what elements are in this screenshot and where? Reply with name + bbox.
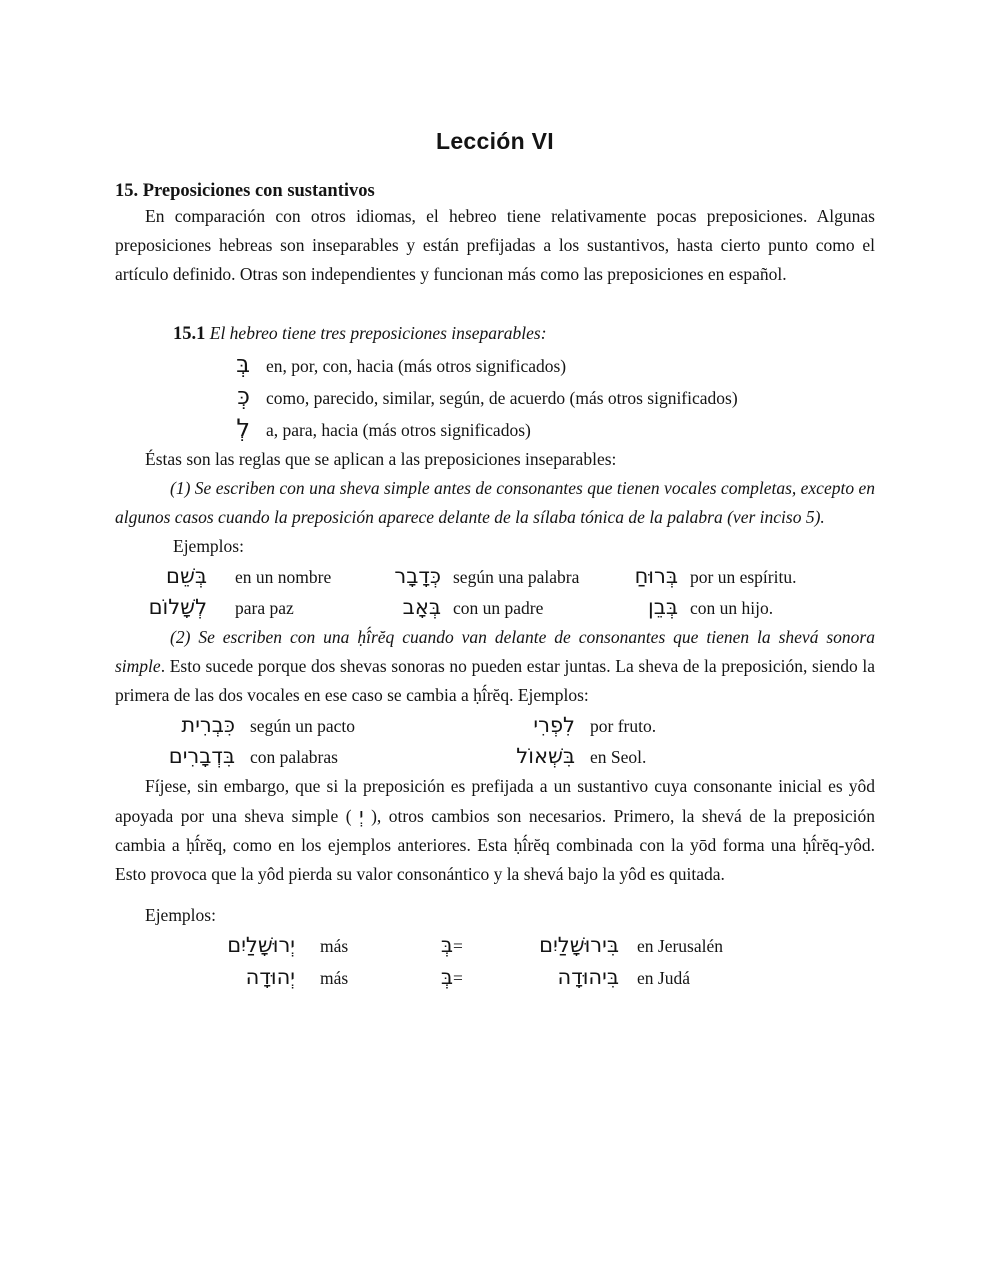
gloss: según un pacto xyxy=(250,716,355,736)
section-heading: 15. Preposiciones con sustantivos xyxy=(115,181,375,201)
intro-paragraph: En comparación con otros idiomas, el hebreo tiene relativamente pocas preposiciones. Algunas preposiciones hebreas son inseparables y están prefijadas a los sustantivos, hasta cierto punto como el artículo definido. Otras son independientes y funcionan más como las preposiciones en español. xyxy=(115,206,875,284)
equals-sign: = xyxy=(453,936,463,956)
gloss: para paz xyxy=(235,598,294,618)
table-row xyxy=(115,561,875,592)
page-title: Lección VI xyxy=(435,128,555,154)
gloss: en Judá xyxy=(637,968,690,988)
hebrew-word: כִּבְרִית xyxy=(181,713,235,737)
yod-paragraph xyxy=(115,772,875,889)
hebrew-word: יְהוּדָה xyxy=(245,965,295,989)
rule-2-italic: (2) Se escriben con una ḥî́rĕq cuando van delante de consonantes que tienen la shevá sonora simple xyxy=(115,627,875,676)
plus-operator: más xyxy=(320,936,349,956)
table-row xyxy=(115,962,875,994)
examples-label-1: Ejemplos: xyxy=(173,536,244,556)
hebrew-word: לְשָׁלוֹם xyxy=(148,595,207,619)
hebrew-word: לִפְרִי xyxy=(533,713,575,737)
examples-table-1 xyxy=(115,561,875,623)
hebrew-word: בְּאָב xyxy=(402,595,441,619)
yod-text-after: ), otros cambios son necesarios. Primero, la shevá de la preposición cambia a ḥî́rĕq, como en los ejemplos anteriores. Esta ḥî́rĕq combinada con la yōd forma una ḥî́rĕq-yôd. Esto provoca que la yôd pierda su valor consonántico y la shevá bajo la yôd es quitada. xyxy=(115,806,876,884)
hebrew-preposition: כְּ xyxy=(237,382,250,410)
table-row xyxy=(115,930,875,962)
hebrew-preposition: לְ xyxy=(236,414,250,442)
table-row xyxy=(115,592,875,623)
preposition-row xyxy=(115,349,875,381)
preposition-meaning: en, por, con, hacia (más otros significados) xyxy=(266,356,567,376)
gloss: con un hijo. xyxy=(690,598,774,618)
subsection-number: 15.1 xyxy=(173,324,206,344)
hebrew-word: בִּדְבָרִים xyxy=(168,744,235,768)
gloss: en Jerusalén xyxy=(637,936,724,956)
hebrew-yod-sheva: יְ xyxy=(359,803,364,827)
examples-table-2 xyxy=(115,710,875,772)
subsection-title: El hebreo tiene tres preposiciones inseparables: xyxy=(209,323,547,343)
equals-sign: = xyxy=(453,968,463,988)
gloss: por un espíritu. xyxy=(690,567,797,587)
preposition-list xyxy=(115,349,875,445)
hebrew-word: יְרוּשָׁלַיִם xyxy=(227,933,295,957)
preposition-row xyxy=(115,381,875,413)
rule-2-text xyxy=(115,623,875,710)
gloss: con un padre xyxy=(453,598,544,618)
hebrew-word: בְּשֵׁם xyxy=(166,564,207,588)
hebrew-word: בִּשְׁאוֹל xyxy=(516,744,575,768)
gloss: por fruto. xyxy=(590,716,657,736)
hebrew-result-word: בִּירוּשָׁלַיִם xyxy=(539,933,619,957)
table-row xyxy=(115,710,875,741)
table-row xyxy=(115,741,875,772)
gloss: en Seol. xyxy=(590,747,647,767)
preposition-meaning: como, parecido, similar, según, de acuerdo (más otros significados) xyxy=(266,388,738,408)
subsection-15-1-heading xyxy=(115,319,875,349)
gloss: con palabras xyxy=(250,747,338,767)
rule-2-roman: . Esto sucede porque dos shevas sonoras no pueden estar juntas. La sheva de la preposición, siendo la primera de las dos vocales en ese caso se cambia a ḥî́rĕq. Ejemplos: xyxy=(115,656,875,705)
examples-table-3 xyxy=(115,930,875,994)
rule-1-text: (1) Se escriben con una sheva simple antes de consonantes que tienen vocales completas, excepto en algunos casos cuando la preposición aparece delante de la sílaba tónica de la palabra (ver inciso 5). xyxy=(115,478,875,527)
preposition-meaning: a, para, hacia (más otros significados) xyxy=(266,420,531,440)
yod-text-before: Fíjese, sin embargo, que si la preposición es prefijada a un sustantivo cuya consonante inicial es yôd apoyada por una sheva simple ( xyxy=(115,776,875,826)
hebrew-word: בְּבֵן xyxy=(647,595,678,619)
hebrew-preposition: בְּ xyxy=(440,933,453,957)
gloss: en un nombre xyxy=(235,567,332,587)
rules-intro: Éstas son las reglas que se aplican a las preposiciones inseparables: xyxy=(145,449,617,469)
plus-operator: más xyxy=(320,968,349,988)
hebrew-word: בְּרוּחַ xyxy=(634,564,678,588)
examples-label-2: Ejemplos: xyxy=(145,905,216,925)
hebrew-word: כְּדָבָר xyxy=(394,564,441,588)
hebrew-result-word: בִּיהוּדָה xyxy=(557,965,619,989)
hebrew-preposition: בְּ xyxy=(440,965,453,989)
hebrew-preposition: בְּ xyxy=(236,350,250,378)
gloss: según una palabra xyxy=(453,567,580,587)
preposition-row xyxy=(115,413,875,445)
